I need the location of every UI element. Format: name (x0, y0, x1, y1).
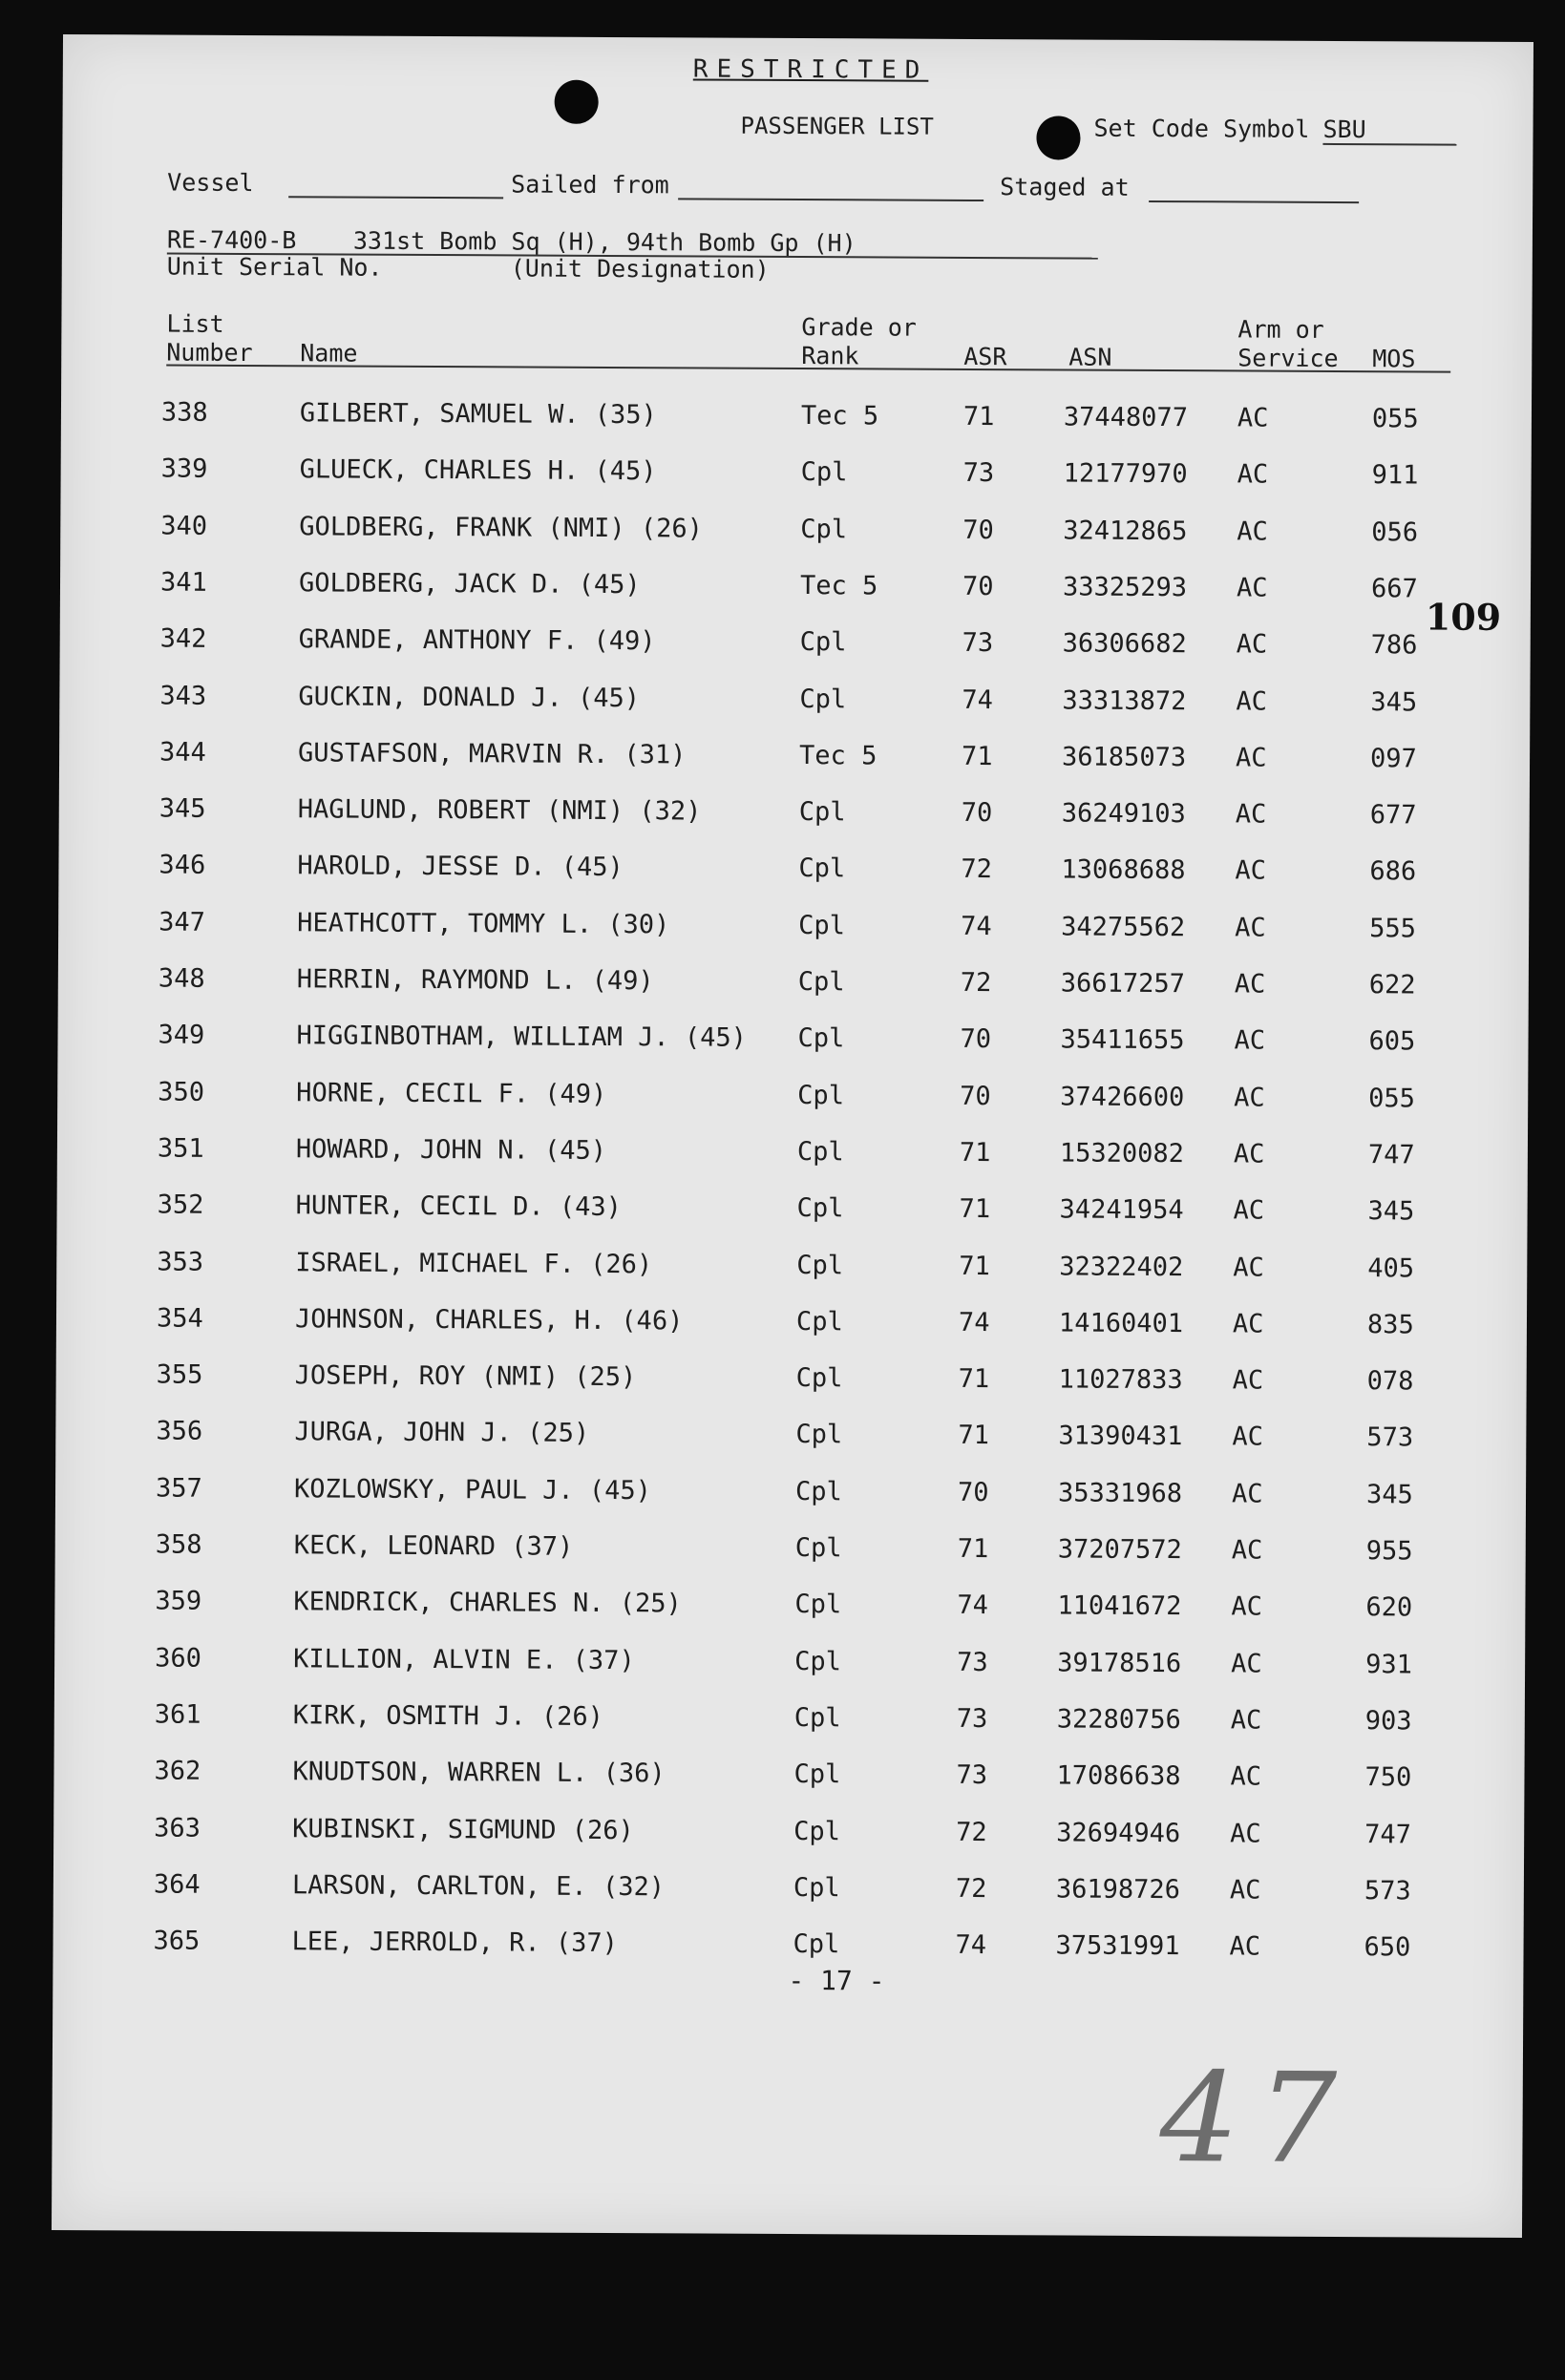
row-asr: 73 (957, 1647, 988, 1677)
row-rank: Cpl (798, 910, 846, 940)
row-asn: 37426600 (1060, 1082, 1185, 1112)
row-rank: Cpl (797, 1023, 845, 1054)
row-rank: Tec 5 (800, 401, 879, 432)
row-asn: 35331968 (1057, 1478, 1183, 1508)
col-list-number-2: Number (166, 338, 253, 368)
row-rank: Cpl (793, 1929, 840, 1960)
row-mos: 345 (1367, 1196, 1415, 1227)
row-name: KENDRICK, CHARLES N. (25) (293, 1587, 682, 1619)
row-mos: 786 (1370, 630, 1418, 661)
code-symbol-label: Set Code Symbol (1093, 114, 1310, 143)
row-asr: 73 (956, 1760, 988, 1791)
row-asn: 17086638 (1056, 1760, 1181, 1792)
row-asn: 34275562 (1061, 912, 1186, 942)
handwritten-number: 47 (1159, 2045, 1357, 2192)
row-mos: 750 (1364, 1762, 1412, 1793)
row-rank: Cpl (793, 1816, 841, 1846)
row-arm: AC (1233, 1195, 1265, 1226)
row-name: GOLDBERG, JACK D. (45) (298, 568, 641, 600)
row-rank: Cpl (796, 1136, 844, 1168)
row-mos: 555 (1369, 913, 1417, 944)
row-name: GRANDE, ANTHONY F. (49) (298, 624, 656, 657)
row-name: GUCKIN, DONALD J. (45) (298, 681, 641, 713)
staged-at-field (1149, 200, 1359, 203)
row-name: HUNTER, CECIL D. (43) (295, 1190, 623, 1223)
row-asn: 32412865 (1063, 516, 1188, 546)
row-asr: 73 (962, 628, 994, 659)
row-asn: 37531991 (1055, 1930, 1180, 1962)
row-list-number: 344 (159, 737, 206, 768)
row-arm: AC (1237, 516, 1268, 547)
row-asr: 72 (961, 854, 993, 885)
row-arm: AC (1232, 1365, 1264, 1396)
row-asn: 32322402 (1059, 1251, 1184, 1282)
row-asn: 15320082 (1059, 1138, 1185, 1169)
row-list-number: 361 (154, 1699, 201, 1730)
row-asr: 72 (955, 1873, 987, 1904)
row-list-number: 360 (155, 1643, 201, 1674)
row-asr: 74 (962, 685, 993, 715)
row-list-number: 349 (158, 1020, 205, 1051)
row-mos: 686 (1369, 856, 1417, 887)
row-mos: 903 (1364, 1706, 1412, 1737)
row-name: KNUDTSON, WARREN L. (36) (292, 1757, 666, 1789)
row-name: KECK, LEONARD (37) (293, 1530, 574, 1562)
row-asr: 72 (956, 1817, 987, 1847)
row-list-number: 358 (155, 1529, 202, 1560)
row-asn: 37448077 (1063, 402, 1189, 433)
row-asn: 31390431 (1058, 1421, 1183, 1452)
row-arm: AC (1235, 799, 1267, 830)
row-list-number: 351 (157, 1133, 204, 1164)
row-asn: 37207572 (1057, 1534, 1182, 1566)
row-asn: 39178516 (1057, 1648, 1182, 1678)
row-arm: AC (1234, 969, 1266, 1000)
row-mos: 573 (1366, 1422, 1414, 1453)
row-list-number: 364 (153, 1869, 201, 1900)
col-mos: MOS (1372, 345, 1416, 373)
row-asr: 71 (959, 1194, 991, 1225)
row-arm: AC (1233, 1252, 1264, 1283)
row-rank: Cpl (794, 1476, 842, 1506)
row-name: JURGA, JOHN J. (25) (294, 1417, 590, 1449)
row-asn: 36249103 (1061, 798, 1186, 830)
row-list-number: 342 (159, 623, 207, 654)
row-asn: 33325293 (1062, 572, 1188, 603)
row-list-number: 363 (154, 1813, 201, 1843)
row-asr: 70 (961, 798, 993, 829)
row-list-number: 353 (157, 1247, 204, 1277)
row-arm: AC (1234, 1083, 1265, 1113)
col-grade-2: Rank (801, 342, 859, 370)
row-asn: 13068688 (1061, 854, 1186, 886)
row-asr: 70 (962, 515, 994, 545)
row-asn: 36617257 (1060, 968, 1185, 1000)
row-rank: Cpl (795, 1420, 843, 1450)
col-list-number-1: List (166, 309, 224, 338)
row-mos: 055 (1371, 404, 1419, 434)
row-name: KILLION, ALVIN E. (37) (293, 1643, 635, 1675)
row-name: HOWARD, JOHN N. (45) (295, 1134, 607, 1166)
row-arm: AC (1235, 855, 1267, 886)
row-asr: 74 (955, 1929, 987, 1961)
row-rank: Cpl (797, 1080, 845, 1110)
row-asr: 71 (962, 401, 995, 432)
row-mos: 911 (1371, 460, 1419, 491)
row-arm: AC (1237, 459, 1269, 490)
row-arm: AC (1229, 1931, 1261, 1962)
row-list-number: 347 (159, 907, 206, 937)
row-list-number: 340 (160, 511, 208, 541)
row-asn: 33313872 (1062, 685, 1187, 716)
col-asn: ASN (1068, 343, 1112, 371)
row-asn: 32694946 (1056, 1817, 1181, 1848)
row-rank: Cpl (796, 1250, 844, 1280)
row-arm: AC (1232, 1422, 1263, 1452)
row-asr: 71 (959, 1251, 990, 1281)
row-rank: Cpl (800, 514, 848, 544)
row-asr: 71 (958, 1364, 990, 1395)
row-asr: 73 (956, 1703, 988, 1734)
row-mos: 405 (1367, 1253, 1415, 1283)
row-asn: 14160401 (1058, 1308, 1184, 1338)
row-rank: Cpl (797, 967, 845, 998)
row-rank: Cpl (796, 1193, 844, 1224)
row-rank: Cpl (793, 1759, 841, 1790)
row-rank: Cpl (793, 1872, 840, 1904)
row-asr: 70 (960, 1024, 992, 1055)
row-name: GUSTAFSON, MARVIN R. (31) (298, 738, 687, 770)
row-list-number: 348 (158, 963, 205, 994)
row-name: JOSEPH, ROY (NMI) (25) (294, 1360, 637, 1393)
row-mos: 056 (1371, 516, 1419, 548)
page-number: - 17 - (788, 1964, 885, 1997)
classification-header: RESTRICTED (692, 54, 929, 85)
sailed-from-label: Sailed from (511, 170, 669, 200)
row-asr: 71 (962, 741, 993, 771)
row-mos: 078 (1366, 1366, 1414, 1397)
row-name: ISRAEL, MICHAEL F. (26) (295, 1247, 653, 1279)
row-rank: Cpl (794, 1533, 842, 1564)
row-mos: 573 (1364, 1875, 1411, 1906)
row-asr: 74 (961, 911, 992, 941)
row-name: HIGGINBOTHAM, WILLIAM J. (45) (296, 1021, 748, 1054)
row-arm: AC (1229, 1875, 1261, 1906)
code-symbol-value: SBU (1322, 116, 1456, 146)
row-arm: AC (1230, 1761, 1262, 1792)
row-name: LARSON, CARLTON, E. (32) (291, 1870, 666, 1903)
row-asr: 71 (958, 1421, 989, 1451)
row-rank: Cpl (795, 1306, 843, 1337)
row-mos: 931 (1365, 1649, 1412, 1679)
row-asr: 74 (958, 1307, 990, 1337)
row-list-number: 352 (157, 1190, 204, 1220)
stamp-number: 109 (1425, 595, 1502, 639)
list-title: PASSENGER LIST (740, 112, 934, 140)
row-arm: AC (1237, 403, 1269, 433)
col-asr: ASR (963, 342, 1007, 371)
row-name: GOLDBERG, FRANK (NMI) (26) (299, 511, 704, 544)
row-list-number: 339 (160, 453, 208, 485)
row-asr: 70 (960, 1081, 991, 1111)
row-mos: 835 (1366, 1309, 1414, 1340)
row-mos: 055 (1368, 1083, 1416, 1114)
row-mos: 747 (1364, 1819, 1412, 1849)
row-arm: AC (1236, 629, 1268, 660)
row-asn: 11027833 (1058, 1364, 1183, 1396)
row-list-number: 341 (159, 567, 207, 598)
col-arm-1: Arm or (1237, 315, 1324, 344)
col-name: Name (300, 339, 358, 368)
row-asn: 36198726 (1055, 1874, 1181, 1905)
row-arm: AC (1230, 1705, 1262, 1736)
row-arm: AC (1230, 1818, 1261, 1849)
row-arm: AC (1233, 1139, 1265, 1169)
row-mos: 622 (1368, 970, 1416, 1000)
row-mos: 747 (1367, 1140, 1415, 1170)
row-rank: Cpl (800, 457, 848, 488)
row-asn: 34241954 (1059, 1194, 1184, 1226)
row-mos: 955 (1365, 1536, 1413, 1567)
row-mos: 677 (1369, 800, 1417, 831)
row-asn: 36185073 (1062, 742, 1187, 772)
row-rank: Cpl (798, 853, 846, 884)
punch-hole (555, 80, 599, 124)
row-asn: 35411655 (1060, 1024, 1185, 1056)
row-asr: 72 (960, 967, 992, 999)
row-arm: AC (1235, 913, 1266, 943)
col-grade-1: Grade or (801, 313, 917, 342)
row-list-number: 365 (153, 1926, 201, 1956)
row-list-number: 343 (159, 681, 207, 711)
row-arm: AC (1234, 1025, 1266, 1056)
row-name: KIRK, OSMITH J. (26) (292, 1700, 604, 1732)
row-name: JOHNSON, CHARLES, H. (46) (294, 1304, 684, 1337)
row-rank: Cpl (799, 627, 847, 658)
row-list-number: 359 (155, 1586, 202, 1617)
unit-serial-value: RE-7400-B (166, 225, 297, 255)
row-mos: 620 (1365, 1592, 1413, 1623)
row-list-number: 346 (159, 850, 206, 881)
row-asn: 32280756 (1056, 1704, 1181, 1736)
row-list-number: 355 (156, 1359, 203, 1390)
row-asr: 71 (959, 1137, 991, 1168)
row-arm: AC (1236, 685, 1267, 717)
document-page (52, 34, 1533, 2238)
row-arm: AC (1231, 1535, 1263, 1566)
row-rank: Cpl (794, 1590, 842, 1620)
row-list-number: 356 (156, 1416, 203, 1447)
row-asr: 71 (957, 1533, 989, 1565)
row-name: KUBINSKI, SIGMUND (26) (292, 1813, 634, 1845)
row-list-number: 362 (154, 1756, 201, 1786)
row-mos: 605 (1368, 1026, 1416, 1057)
row-rank: Tec 5 (799, 570, 878, 601)
row-name: KOZLOWSKY, PAUL J. (45) (293, 1473, 652, 1506)
row-list-number: 354 (156, 1303, 203, 1334)
row-arm: AC (1231, 1591, 1263, 1622)
row-mos: 650 (1364, 1932, 1411, 1963)
row-mos: 345 (1370, 686, 1418, 717)
row-rank: Tec 5 (799, 740, 878, 771)
row-asn: 36306682 (1062, 628, 1187, 660)
vessel-label: Vessel (167, 168, 254, 198)
row-name: LEE, JERROLD, R. (37) (291, 1927, 619, 1959)
row-list-number: 350 (158, 1077, 205, 1107)
unit-designation-value: 331st Bomb Sq (H), 94th Bomb Gp (H) (352, 226, 857, 258)
row-name: HEATHCOTT, TOMMY L. (30) (297, 907, 670, 940)
row-asr: 70 (957, 1477, 989, 1507)
row-name: GLUECK, CHARLES H. (45) (299, 454, 657, 487)
punch-hole (1036, 116, 1080, 159)
row-arm: AC (1232, 1309, 1264, 1339)
row-rank: Cpl (794, 1646, 841, 1676)
row-list-number: 357 (155, 1473, 202, 1504)
row-list-number: 345 (159, 793, 206, 824)
row-rank: Cpl (799, 684, 847, 714)
row-name: GILBERT, SAMUEL W. (35) (299, 398, 657, 431)
row-arm: AC (1236, 573, 1268, 603)
row-arm: AC (1231, 1479, 1263, 1509)
row-rank: Cpl (795, 1363, 843, 1394)
row-rank: Cpl (793, 1702, 841, 1734)
row-asr: 74 (957, 1590, 989, 1621)
row-name: HAROLD, JESSE D. (45) (297, 851, 624, 883)
row-arm: AC (1236, 743, 1267, 773)
vessel-field (288, 196, 503, 199)
row-name: HORNE, CECIL F. (49) (296, 1077, 607, 1109)
unit-designation-label: (Unit Designation) (510, 254, 770, 284)
staged-at-label: Staged at (1000, 173, 1130, 201)
row-list-number: 338 (160, 397, 208, 428)
sailed-from-field (678, 198, 983, 201)
row-asn: 12177970 (1063, 458, 1188, 490)
row-arm: AC (1231, 1649, 1262, 1679)
row-mos: 097 (1369, 743, 1417, 774)
row-asr: 73 (962, 458, 995, 489)
unit-serial-label: Unit Serial No. (166, 252, 383, 282)
row-asr: 70 (962, 571, 994, 601)
row-mos: 667 (1370, 574, 1418, 604)
row-name: HAGLUND, ROBERT (NMI) (32) (297, 794, 702, 827)
row-asn: 11041672 (1057, 1590, 1182, 1622)
row-name: HERRIN, RAYMOND L. (49) (296, 964, 654, 997)
row-rank: Cpl (798, 797, 846, 828)
col-arm-2: Service (1237, 344, 1339, 372)
row-mos: 345 (1365, 1479, 1413, 1510)
